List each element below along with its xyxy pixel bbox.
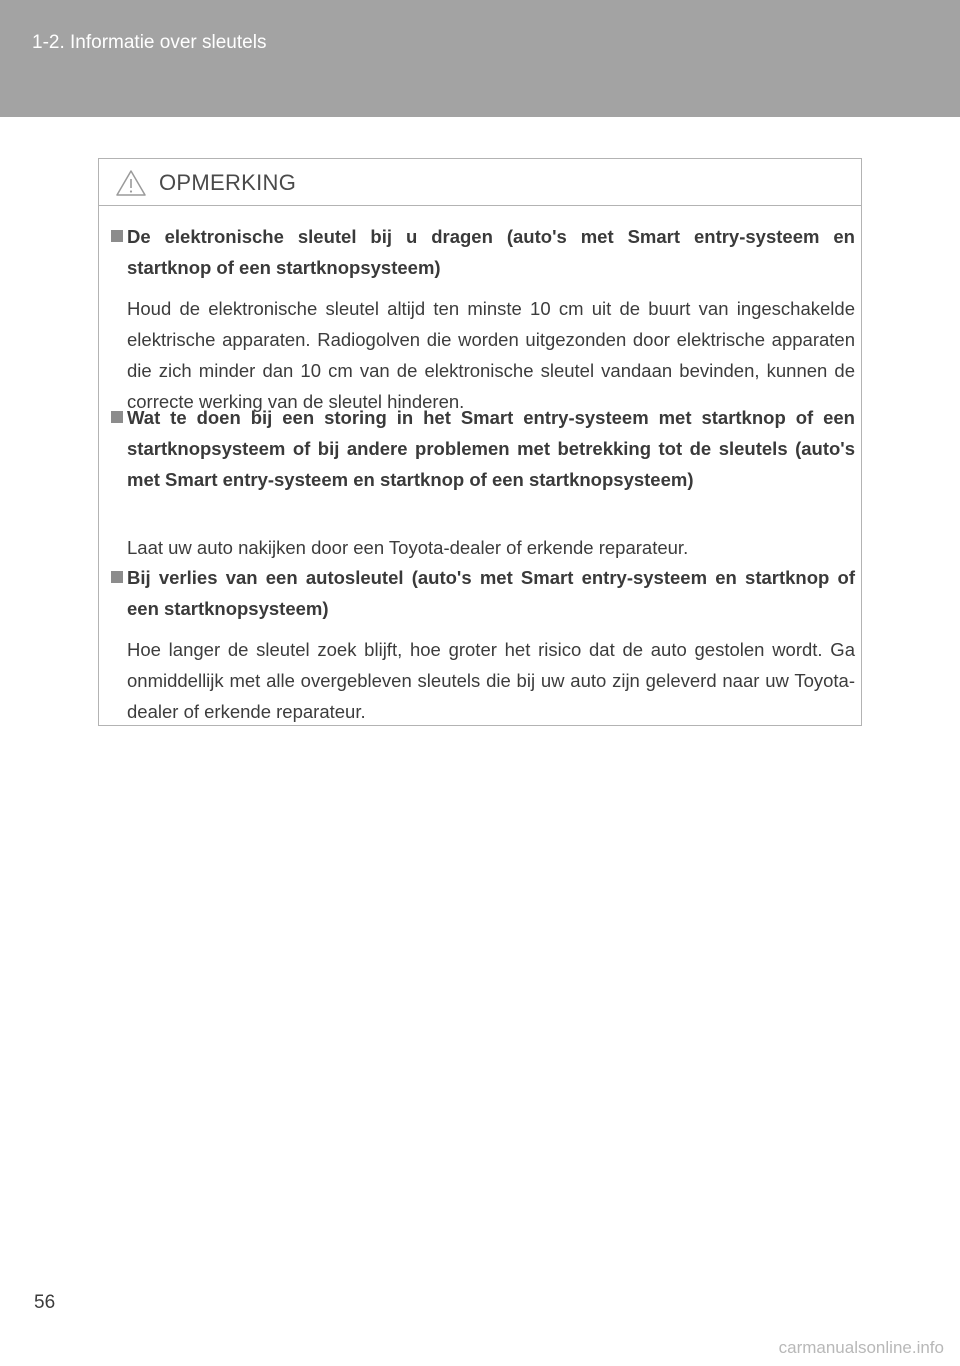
page-number: 56 bbox=[34, 1292, 56, 1313]
header-band bbox=[0, 0, 960, 117]
bullet-square-icon bbox=[111, 571, 123, 583]
warning-triangle-icon bbox=[115, 169, 147, 197]
bullet-square-icon bbox=[111, 230, 123, 242]
bullet-square-icon bbox=[111, 411, 123, 423]
section-text: Houd de elektronische sleutel altijd ten minste 10 cm uit de buurt van ingeschakelde elektrische apparaten. Radiogolven die worden uitgezonden door elektrische apparaten die zich minder dan 10 cm van de elektronische sleutel vandaan bevinden, kunnen de correcte werking van de sleutel hinderen. bbox=[127, 298, 855, 412]
section-text: Laat uw auto nakijken door een Toyota-dealer of erkende reparateur. bbox=[127, 537, 689, 558]
note-header bbox=[99, 159, 861, 206]
section-text: Hoe langer de sleutel zoek blijft, hoe groter het risico dat de auto gestolen wordt. Ga onmiddellijk met alle overgebleven sleutels die bij uw auto zijn geleverd naar uw Toyota-dealer of erkende reparateur. bbox=[127, 639, 855, 722]
section-heading: De elektronische sleutel bij u dragen (auto's met Smart entry-systeem en startknop of een startknopsysteem) bbox=[127, 226, 855, 278]
section-heading: Bij verlies van een autosleutel (auto's met Smart entry-systeem en startknop of een startknopsysteem) bbox=[127, 567, 855, 619]
section-title: 1-2. Informatie over sleutels bbox=[32, 32, 267, 53]
note-title: OPMERKING bbox=[159, 170, 297, 195]
note-box bbox=[98, 158, 862, 726]
watermark: carmanualsonline.info bbox=[778, 1338, 944, 1357]
section-heading: Wat te doen bij een storing in het Smart entry-systeem met startknop of een startknopsysteem of bij andere problemen met betrekking tot de sleutels (auto's met Smart entry-systeem en startknop of een startknopsysteem) bbox=[127, 407, 855, 490]
